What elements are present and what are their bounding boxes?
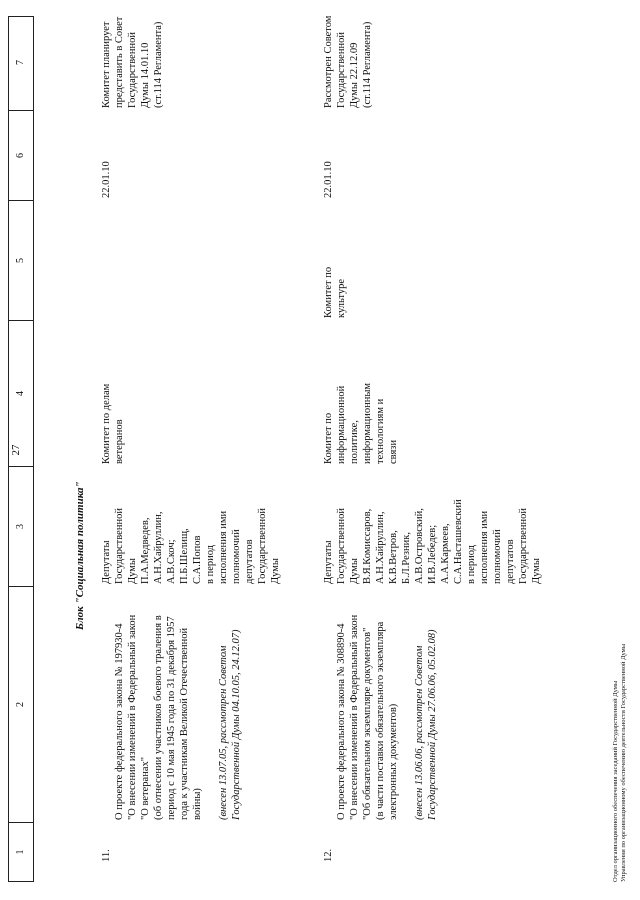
bill-note: (внесен 13.06.06, рассмотрен Советом Государственной Думы 27.06.06, 05.02.08) — [414, 629, 438, 820]
authors: Депутаты Государственной Думы П.А.Медведев, А.Н.Хайруллин, А.В.Скоч; П.Б.Шелищ, С.А.Попов в период исполнения ими полномочий депутатов Государственной Думы — [101, 508, 281, 584]
col-num-1: 1 — [15, 849, 26, 855]
table-row — [322, 16, 582, 882]
bill-title-cell — [322, 588, 452, 820]
responsible-committee: Комитет по информационной политике, информационным технологиям и связи — [323, 382, 399, 464]
page-number: 27 — [10, 444, 22, 456]
footer — [612, 644, 628, 882]
table-row — [100, 16, 322, 882]
status-note: Рассмотрен Советом Государственной Думы 22.12.09 (ст.114 Регламента) — [323, 15, 373, 108]
bill-title-cell — [100, 588, 256, 820]
col-num-3: 3 — [9, 467, 33, 587]
col-num-6: 6 — [9, 111, 33, 201]
status-note: Комитет планирует представить в Совет Государственной Думы 14.01.10 (ст.114 Регламента) — [101, 16, 164, 108]
row-number: 11. — [101, 849, 112, 862]
column-number-header — [8, 16, 34, 882]
bill-title: О проекте федерального закона № 197930-4 "О внесении изменений в Федеральный закон "О ветеранах" (об отнесении участников боевого траления в период с 10 мая 1945 года по 31 декабря 1957 года к участникам Великой Отечественной войны) — [114, 614, 203, 820]
footer-line-2: Управления по организационному обеспечению деятельности Государственной Думы — [620, 643, 627, 882]
section-title: Блок "Социальная политика" — [74, 481, 86, 630]
bill-title: О проекте федерального закона № 308890-4 "О внесении изменений в Федеральный закон "Об обязательном экземпляре документов" (в части поставки обязательного экземпляра электронных документов) — [336, 614, 399, 820]
row-number: 12. — [323, 848, 334, 862]
col-num-7: 7 — [9, 15, 33, 111]
authors: Депутаты Государственной Думы В.Я.Комиссаров, А.Н.Хайруллин, К.В.Ветров, Б.Л.Резник, А.В.Островский, И.В.Лебедев; А.А.Кармеев, С.А.Насташевский в период исполнения ими полномочий депутатов Государственной Думы — [323, 499, 542, 584]
bill-note: (внесен 13.07.05, рассмотрен Советом Государственной Думы 04.10.05, 24.12.07) — [218, 629, 242, 820]
responsible-committee: Комитет по делам ветеранов — [101, 383, 125, 464]
col-num-5: 5 — [9, 201, 33, 321]
col-num-4: 4 — [9, 321, 33, 467]
footer-line-1: Отдел организационного обеспечения заседаний Государственной Думы — [612, 680, 619, 882]
co-executor: Комитет по культуре — [323, 266, 347, 318]
deadline-date: 22.01.10 — [101, 161, 112, 198]
col-num-2: 2 — [9, 587, 33, 823]
deadline-date: 22.01.10 — [323, 161, 334, 198]
